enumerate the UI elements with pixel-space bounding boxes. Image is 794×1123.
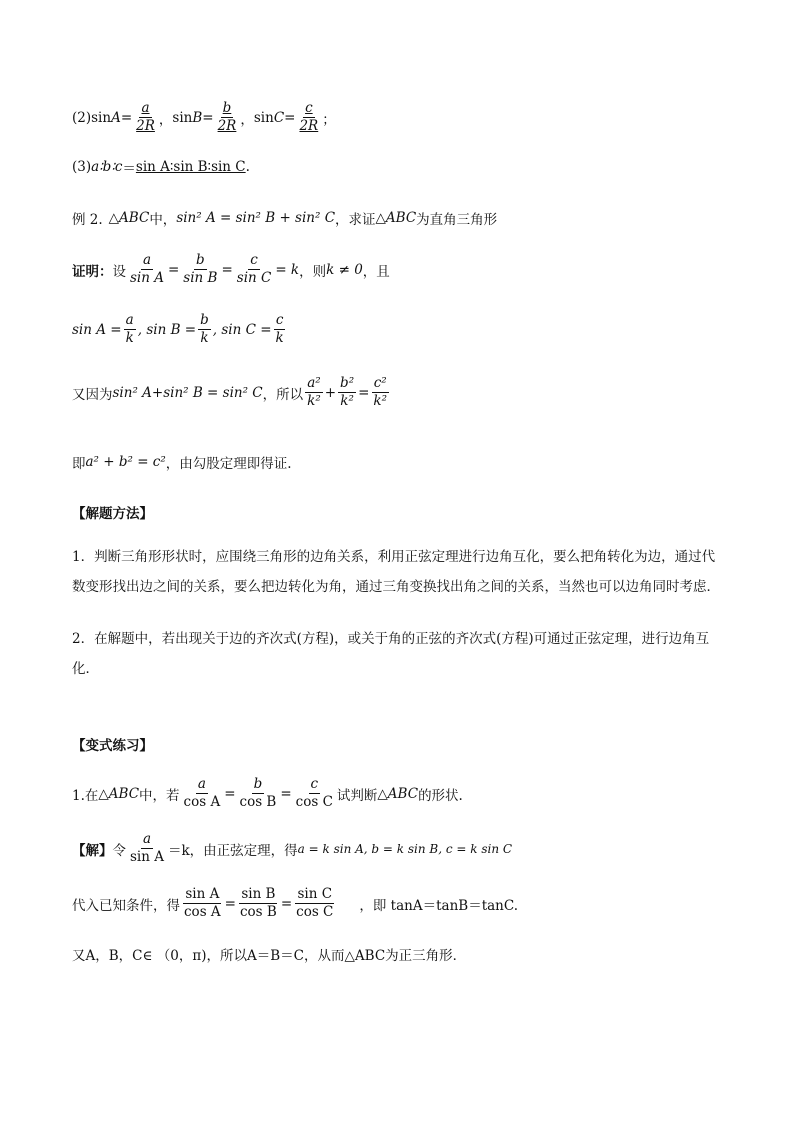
text: = k [275, 261, 300, 278]
text: , sin B = [137, 321, 197, 338]
fraction [182, 886, 223, 921]
text: 中， [149, 212, 177, 228]
num: a [197, 776, 206, 792]
num: a [142, 831, 152, 847]
fraction [181, 252, 219, 287]
exercise-1-line [72, 776, 463, 811]
den: k² [340, 393, 354, 409]
den: k² [373, 393, 388, 409]
num: b [253, 776, 263, 792]
text: . [245, 159, 250, 175]
proof-line-3 [72, 375, 391, 410]
den: cos B [239, 904, 277, 920]
text: ，则 [299, 263, 327, 280]
num: c [275, 312, 284, 328]
fraction [338, 375, 356, 410]
text: 中，若 [139, 787, 180, 804]
text: ，且 [362, 263, 390, 280]
text: = [280, 895, 293, 912]
label: 证明： [72, 263, 113, 280]
den: k [275, 330, 284, 346]
text: ，即 tanA＝tanB＝tanC. [359, 897, 518, 914]
text: 的形状. [418, 787, 463, 804]
variant-title [72, 734, 153, 754]
den: cos C [296, 904, 334, 920]
text: = [284, 109, 296, 126]
text: △ABC [377, 785, 419, 802]
method-paragraph-1: 1．判断三角形形状时，应围绕三角形的边角关系，利用正弦定理进行边角互化，要么把角转化为边，通过代数变形找出边之间的关系，要么把边转化为角，通过三角变换找出角之间的关系，当然也可以边角同时考虑． [72, 549, 720, 595]
section-title: 【变式练习】 [72, 738, 153, 754]
num: c [305, 100, 313, 116]
fraction [297, 100, 320, 135]
fraction [235, 252, 274, 287]
text: 又因为 [72, 386, 113, 403]
text: 令 [112, 842, 126, 859]
proof-line-4 [72, 452, 292, 472]
label: 例 2. [72, 212, 103, 228]
proof-line-1 [72, 252, 390, 287]
fraction [128, 831, 166, 866]
fraction [274, 312, 286, 347]
num: c [250, 252, 258, 268]
text: ，所以 [262, 386, 304, 403]
num: b [222, 100, 232, 116]
method-title [72, 502, 153, 522]
text: a∶b∶c [91, 159, 123, 175]
equation: sin² A = sin² B + sin² C [176, 210, 336, 226]
den: cos A [184, 904, 221, 920]
den: k² [307, 393, 321, 409]
den: 2R [136, 118, 155, 134]
num: a² [307, 375, 321, 391]
text: = [120, 109, 133, 126]
text: , sin C = [212, 321, 272, 338]
den: k [200, 330, 209, 346]
num: c [310, 776, 319, 792]
text: 1.在 [72, 787, 99, 804]
section-title: 【解题方法】 [72, 506, 153, 522]
text: sin [253, 109, 274, 126]
fraction [124, 312, 136, 347]
text: (2)sin [72, 109, 112, 126]
num: c² [373, 375, 387, 391]
text: = [221, 261, 233, 278]
text: + [324, 384, 337, 401]
text: ； [322, 111, 336, 128]
den: sin A [130, 270, 164, 286]
label: 【解】 [72, 842, 113, 859]
num: a [142, 252, 152, 268]
text: 代入已知条件，得 [72, 897, 180, 914]
var: B [192, 109, 203, 126]
num: sin C [297, 886, 333, 902]
text: ＝k，由正弦定理，得 [167, 842, 298, 859]
item-2-line [72, 100, 336, 135]
text: = [358, 384, 370, 401]
num: b [196, 252, 205, 268]
text: = [202, 109, 214, 126]
den: k [125, 330, 134, 346]
den: sin C [236, 270, 272, 286]
text: (3) [72, 159, 92, 175]
equation: a = k sin A, b = k sin B, c = k sin C [297, 841, 513, 856]
fraction [134, 100, 157, 135]
text: = [280, 785, 292, 802]
num: b [200, 312, 209, 328]
text: = [167, 261, 180, 278]
text: △ABC [108, 210, 150, 226]
equation: a² + b² = c² [85, 454, 166, 470]
text: ，由勾股定理即得证. [165, 456, 292, 472]
num: a [141, 100, 150, 116]
proof-line-2 [72, 312, 288, 347]
text: sin A = [72, 321, 122, 338]
solution-line-2 [72, 886, 518, 921]
den: 2R [217, 118, 237, 134]
text: ，求证 [335, 212, 376, 228]
text: 试判断 [336, 787, 378, 804]
var: C [273, 109, 285, 126]
den: sin A [130, 849, 164, 865]
fraction [305, 375, 323, 410]
den: sin B [183, 270, 218, 286]
fraction [182, 776, 223, 811]
num: b² [340, 375, 355, 391]
text: sin [172, 109, 193, 126]
item-3-line [72, 157, 250, 177]
method-paragraph-2: 2．在解题中，若出现关于边的齐次式(方程)，或关于角的正弦的齐次式(方程)可通过正弦定理，进行边角互化． [72, 631, 710, 677]
solution-line-3 [72, 944, 466, 964]
num: a [125, 312, 134, 328]
text: 又A，B，C∈ （0，π)，所以A＝B＝C，从而△ABC为正三角形． [72, 948, 467, 964]
var: A [111, 109, 121, 126]
fraction [294, 776, 335, 811]
fraction [294, 886, 335, 921]
text: 即 [72, 456, 86, 472]
solution-line-1 [72, 831, 512, 866]
num: sin B [241, 886, 276, 902]
text: k ≠ 0 [326, 261, 363, 278]
fraction [371, 375, 389, 410]
text: = [224, 895, 236, 912]
text: △ABC [98, 785, 140, 802]
text: ， [240, 111, 254, 128]
fraction [238, 886, 279, 921]
text: 设 [112, 263, 126, 280]
fraction [216, 100, 239, 135]
text: = [224, 785, 236, 802]
fraction [238, 776, 279, 811]
text: sin A∶sin B∶sin C [135, 159, 246, 175]
example-2-line [72, 208, 497, 228]
den: cos B [239, 794, 277, 810]
text: ， [158, 111, 173, 128]
num: sin A [185, 886, 220, 902]
den: cos A [183, 794, 221, 810]
text: △ABC [375, 210, 417, 226]
fraction [198, 312, 211, 347]
text: ＝ [122, 161, 136, 177]
equation: sin² A+sin² B = sin² C [112, 384, 263, 401]
den: cos C [295, 794, 333, 810]
text: 为直角三角形 [416, 212, 498, 228]
fraction [128, 252, 166, 287]
den: 2R [299, 118, 319, 134]
